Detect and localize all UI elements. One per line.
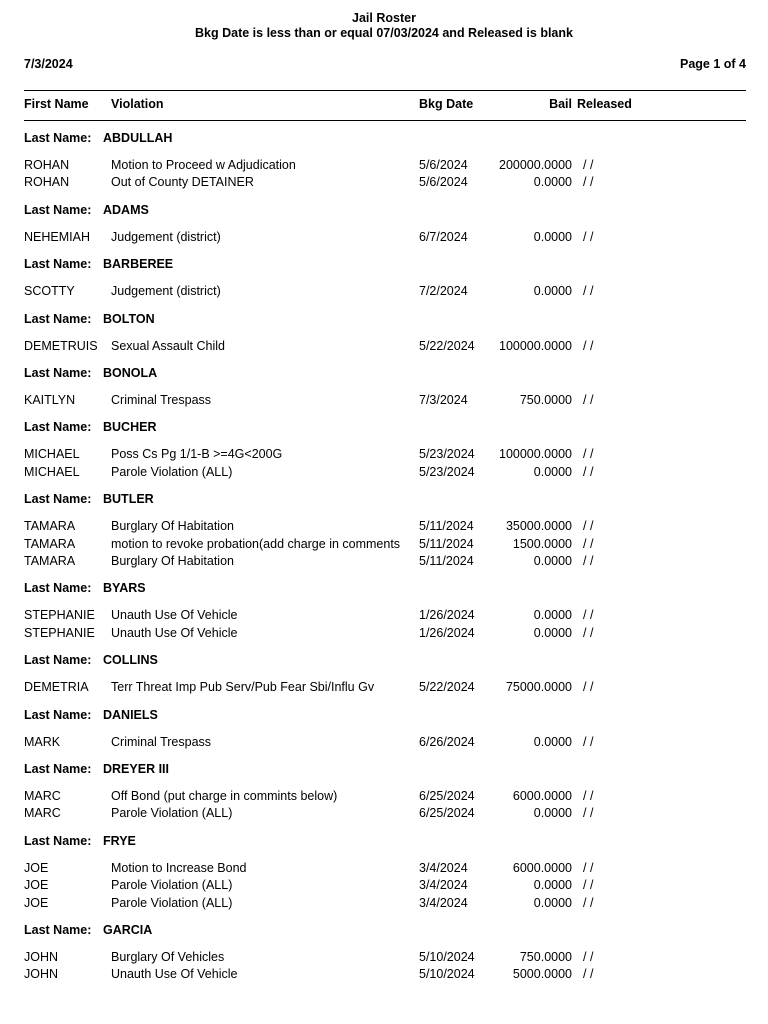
column-header-first-name: First Name: [24, 97, 89, 111]
last-name-value: FRYE: [103, 833, 136, 848]
row-violation: Unauth Use Of Vehicle: [111, 608, 238, 623]
last-name-label: Last Name:: [24, 311, 92, 326]
row-first-name: MICHAEL: [24, 464, 80, 479]
row-released: / /: [583, 447, 594, 462]
last-name-label: Last Name:: [24, 707, 92, 722]
last-name-label: Last Name:: [24, 923, 92, 937]
row-bkg-date: 5/6/2024: [419, 175, 468, 190]
row-first-name: JOE: [24, 878, 49, 893]
last-name-label: Last Name:: [24, 653, 92, 668]
row-violation: Burglary Of Habitation: [111, 554, 234, 568]
row-bail: 0.0000: [533, 608, 572, 623]
row-bkg-date: 3/4/2024: [419, 895, 468, 910]
row-released: / /: [583, 229, 594, 244]
last-name-label: Last Name:: [24, 833, 92, 848]
row-violation: Sexual Assault Child: [111, 338, 225, 353]
last-name-value: BUCHER: [103, 420, 157, 435]
row-violation: Terr Threat Imp Pub Serv/Pub Fear Sbi/Influ Gv: [111, 680, 375, 695]
row-violation: Unauth Use Of Vehicle: [111, 625, 238, 640]
row-released: / /: [583, 393, 594, 407]
last-name-value: DREYER III: [103, 762, 169, 776]
row-bail: 0.0000: [533, 734, 572, 749]
row-bail: 0.0000: [533, 229, 572, 244]
row-bail: 75000.0000: [505, 680, 572, 695]
row-bkg-date: 3/4/2024: [419, 878, 468, 893]
row-violation: Parole Violation (ALL): [111, 878, 233, 893]
last-name-value: BYARS: [103, 581, 146, 596]
row-first-name: MICHAEL: [24, 447, 80, 462]
last-name-label: Last Name:: [24, 492, 92, 507]
row-first-name: ROHAN: [24, 175, 70, 190]
last-name-label: Last Name:: [24, 257, 92, 272]
row-bail: 750.0000: [519, 950, 572, 964]
row-bkg-date: 5/10/2024: [419, 950, 475, 964]
row-bkg-date: 5/6/2024: [419, 158, 468, 172]
row-bail: 6000.0000: [512, 789, 572, 803]
row-bkg-date: 1/26/2024: [419, 625, 475, 640]
last-name-value: BARBEREE: [103, 257, 174, 272]
row-bkg-date: 7/2/2024: [419, 284, 468, 299]
row-bkg-date: 5/11/2024: [419, 536, 474, 551]
last-name-label: Last Name:: [24, 131, 92, 145]
last-name-label: Last Name:: [24, 420, 92, 435]
row-bail: 6000.0000: [512, 860, 572, 875]
row-bail: 0.0000: [533, 464, 572, 479]
row-bkg-date: 6/7/2024: [419, 229, 468, 244]
row-bkg-date: 5/11/2024: [419, 519, 474, 534]
column-header-bkg-date: Bkg Date: [419, 97, 474, 111]
row-first-name: TAMARA: [24, 519, 76, 534]
row-released: / /: [583, 734, 594, 749]
row-first-name: TAMARA: [24, 536, 76, 551]
row-released: / /: [583, 284, 594, 299]
row-bail: 200000.0000: [499, 158, 572, 172]
last-name-value: COLLINS: [103, 653, 158, 668]
row-first-name: KAITLYN: [24, 393, 76, 407]
last-name-value: DANIELS: [103, 707, 158, 722]
last-name-label: Last Name:: [24, 202, 92, 217]
row-bail: 0.0000: [533, 175, 572, 190]
row-bail: 0.0000: [533, 895, 572, 910]
row-violation: Judgement (district): [111, 284, 221, 299]
row-bkg-date: 3/4/2024: [419, 860, 468, 875]
row-first-name: STEPHANIE: [24, 625, 95, 640]
row-first-name: TAMARA: [24, 554, 76, 568]
header-bottom-rule: [24, 120, 746, 121]
row-violation: Parole Violation (ALL): [111, 464, 233, 479]
row-bkg-date: 1/26/2024: [419, 608, 475, 623]
report-subtitle: Bkg Date is less than or equal 07/03/2024 and Released is blank: [195, 26, 573, 40]
row-first-name: JOE: [24, 860, 49, 875]
row-released: / /: [583, 895, 594, 910]
row-bail: 0.0000: [533, 625, 572, 640]
row-bail: 1500.0000: [512, 536, 572, 551]
last-name-value: BOLTON: [103, 311, 155, 326]
row-released: / /: [583, 680, 594, 695]
row-bkg-date: 7/3/2024: [419, 393, 468, 407]
row-released: / /: [583, 536, 594, 551]
row-bkg-date: 5/22/2024: [419, 680, 475, 695]
row-bkg-date: 5/23/2024: [419, 464, 475, 479]
row-bkg-date: 5/10/2024: [419, 967, 475, 982]
row-first-name: NEHEMIAH: [24, 229, 90, 244]
row-bkg-date: 6/26/2024: [419, 734, 475, 749]
row-violation: Parole Violation (ALL): [111, 895, 233, 910]
last-name-label: Last Name:: [24, 581, 92, 596]
column-header-released: Released: [577, 97, 632, 111]
row-bkg-date: 5/22/2024: [419, 338, 475, 353]
row-bail: 100000.0000: [499, 338, 572, 353]
row-violation: Off Bond (put charge in commints below): [111, 789, 338, 803]
row-bail: 0.0000: [533, 284, 572, 299]
last-name-value: ADAMS: [103, 202, 149, 217]
row-released: / /: [583, 860, 594, 875]
last-name-value: GARCIA: [103, 923, 153, 937]
row-bail: 0.0000: [533, 878, 572, 893]
row-first-name: ROHAN: [24, 158, 70, 172]
last-name-value: ABDULLAH: [103, 131, 173, 145]
row-bail: 0.0000: [533, 806, 572, 821]
row-first-name: JOE: [24, 895, 49, 910]
row-first-name: MARC: [24, 806, 61, 821]
row-bail: 35000.0000: [505, 519, 572, 534]
row-bkg-date: 6/25/2024: [419, 789, 475, 803]
row-first-name: DEMETRUIS: [24, 338, 98, 353]
row-first-name: MARK: [24, 734, 61, 749]
row-violation: Out of County DETAINER: [111, 175, 254, 190]
row-first-name: JOHN: [24, 950, 59, 964]
row-violation: Unauth Use Of Vehicle: [111, 967, 238, 982]
last-name-label: Last Name:: [24, 366, 92, 380]
row-violation: motion to revoke probation(add charge in comments: [111, 536, 401, 551]
row-first-name: JOHN: [24, 967, 59, 982]
row-released: / /: [583, 625, 594, 640]
row-bail: 0.0000: [533, 554, 572, 568]
row-violation: Poss Cs Pg 1/1-B >=4G<200G: [111, 447, 283, 462]
row-violation: Criminal Trespass: [111, 734, 212, 749]
row-first-name: MARC: [24, 789, 61, 803]
row-released: / /: [583, 554, 594, 568]
report-title: Jail Roster: [352, 11, 416, 25]
row-released: / /: [583, 950, 594, 964]
row-violation: Burglary Of Vehicles: [111, 950, 225, 964]
row-bail: 750.0000: [519, 393, 572, 407]
last-name-value: BUTLER: [103, 492, 154, 507]
row-bail: 5000.0000: [512, 967, 572, 982]
row-released: / /: [583, 878, 594, 893]
row-released: / /: [583, 806, 594, 821]
row-violation: Motion to Proceed w Adjudication: [111, 158, 296, 172]
row-bkg-date: 5/11/2024: [419, 554, 474, 568]
row-bail: 100000.0000: [499, 447, 572, 462]
row-released: / /: [583, 338, 594, 353]
row-released: / /: [583, 464, 594, 479]
column-header-violation: Violation: [111, 97, 164, 111]
row-released: / /: [583, 519, 594, 534]
last-name-label: Last Name:: [24, 762, 92, 776]
header-top-rule: [24, 90, 746, 91]
row-first-name: DEMETRIA: [24, 680, 89, 695]
row-violation: Criminal Trespass: [111, 393, 212, 407]
row-bkg-date: 6/25/2024: [419, 806, 475, 821]
row-first-name: SCOTTY: [24, 284, 75, 299]
row-first-name: STEPHANIE: [24, 608, 95, 623]
row-violation: Judgement (district): [111, 229, 221, 244]
row-violation: Motion to Increase Bond: [111, 860, 247, 875]
page-number: Page 1 of 4: [680, 57, 746, 71]
row-released: / /: [583, 608, 594, 623]
row-bkg-date: 5/23/2024: [419, 447, 475, 462]
row-violation: Parole Violation (ALL): [111, 806, 233, 821]
row-violation: Burglary Of Habitation: [111, 519, 234, 534]
last-name-value: BONOLA: [103, 366, 158, 380]
report-date: 7/3/2024: [24, 57, 73, 71]
row-released: / /: [583, 967, 594, 982]
column-header-bail: Bail: [549, 97, 572, 111]
row-released: / /: [583, 175, 594, 190]
row-released: / /: [583, 158, 594, 172]
row-released: / /: [583, 789, 594, 803]
